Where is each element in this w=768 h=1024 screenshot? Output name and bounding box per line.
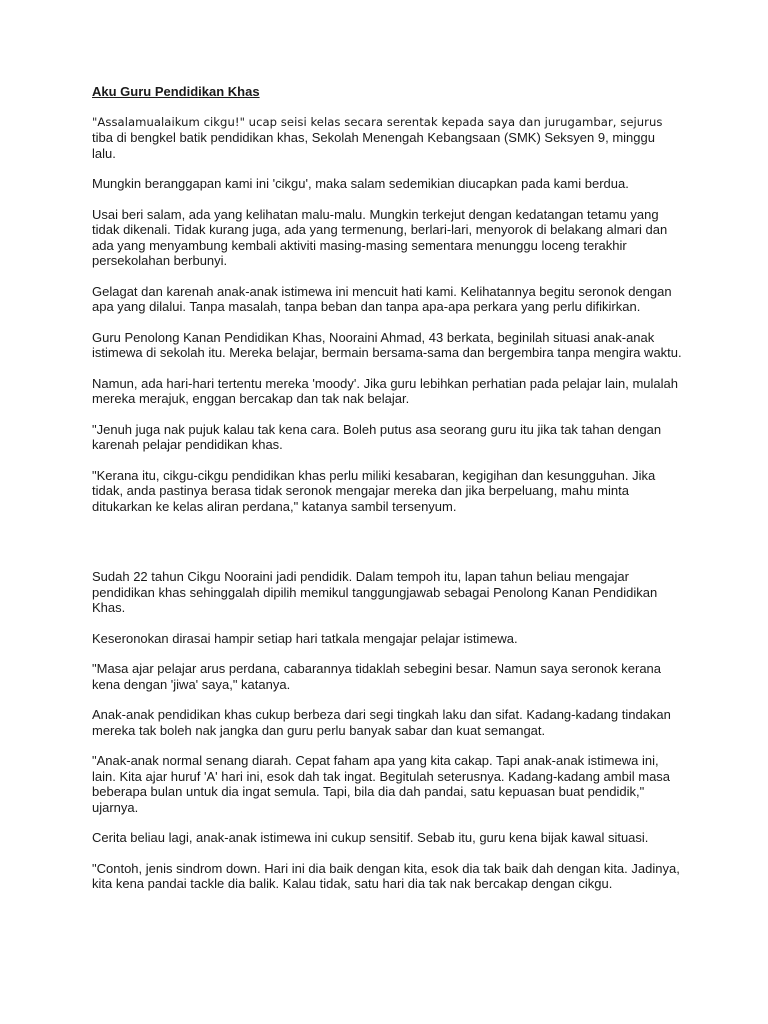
paragraph: Mungkin beranggapan kami ini 'cikgu', maka salam sedemikian diucapkan pada kami berdua.	[92, 176, 629, 191]
paragraph: "Contoh, jenis sindrom down. Hari ini dia baik dengan kita, esok dia tak baik dah dengan kita. Jadinya, kita kena pandai tackle dia balik. Kalau tidak, satu hari dia tak nak bercakap dengan cikgu.	[92, 860, 680, 891]
article-body-part2	[92, 569, 682, 892]
paragraph: Sudah 22 tahun Cikgu Nooraini jadi pendidik. Dalam tempoh itu, lapan tahun beliau mengajar pendidikan khas sehinggalah dipilih memikul tanggungjawab sebagai Penolong Kanan Pendidikan Khas.	[92, 569, 658, 615]
paragraph: "Kerana itu, cikgu-cikgu pendidikan khas perlu miliki kesabaran, kegigihan dan kesungguhan. Jika tidak, anda pastinya berasa tidak seronok mengajar mereka dan jika berpeluang, mahu minta ditukarkan ke kelas aliran perdana," katanya sambil tersenyum.	[92, 467, 656, 514]
paragraph: Guru Penolong Kanan Pendidikan Khas, Nooraini Ahmad, 43 berkata, beginilah situasi anak-anak istimewa di sekolah itu. Mereka belajar, bermain bersama-sama dan bergembira tanpa mengira waktu.	[92, 329, 682, 360]
paragraph: Anak-anak pendidikan khas cukup berbeza dari segi tingkah laku dan sifat. Kadang-kadang tindakan mereka tak boleh nak jangka dan guru perlu banyak sabar dan kuat semangat.	[92, 707, 671, 738]
paragraph: "Masa ajar pelajar arus perdana, cabarannya tidaklah sebegini besar. Namun saya seronok kerana kena dengan 'jiwa' saya," katanya.	[92, 661, 662, 692]
article-body-part1	[92, 176, 682, 514]
paragraph: Cerita beliau lagi, anak-anak istimewa ini cukup sensitif. Sebab itu, guru kena bijak kawal situasi.	[92, 830, 649, 845]
intro-rest: tiba di bengkel batik pendidikan khas, Sekolah Menengah Kebangsaan (SMK) Seksyen 9, minggu lalu.	[92, 130, 655, 161]
paragraph: Usai beri salam, ada yang kelihatan malu-malu. Mungkin terkejut dengan kedatangan tetamu yang tidak dikenali. Tidak kurang juga, ada yang termenung, berlari-lari, menyorok di belakang almari dan ada yang menyambung kembali aktiviti masing-masing sementara menunggu loceng terakhir persekolahan berbunyi.	[92, 206, 668, 268]
document-title: Aku Guru Pendidikan Khas	[92, 84, 260, 99]
intro-paragraph	[92, 114, 682, 162]
paragraph: "Anak-anak normal senang diarah. Cepat faham apa yang kita cakap. Tapi anak-anak istimewa ini, lain. Kita ajar huruf 'A' hari ini, esok dah tak ingat. Begitulah seterusnya. Kadang-kadang ambil masa beberapa bulan untuk dia ingat semula. Tapi, bila dia dah pandai, satu kepuasan buat pendidik," ujarnya.	[92, 753, 671, 815]
paragraph: Keseronokan dirasai hampir setiap hari tatkala mengajar pelajar istimewa.	[92, 630, 518, 646]
paragraph: Namun, ada hari-hari tertentu mereka 'moody'. Jika guru lebihkan perhatian pada pelajar lain, mulalah mereka merajuk, enggan bercakap dan tak nak belajar.	[92, 375, 678, 406]
document-page	[92, 84, 682, 907]
intro-first-line: "Assalamualaikum cikgu!" ucap seisi kelas secara serentak kepada saya dan jurugambar, sejurus	[92, 114, 663, 129]
paragraph: Gelagat dan karenah anak-anak istimewa ini mencuit hati kami. Kelihatannya begitu seronok dengan apa yang dilalui. Tanpa masalah, tanpa beban dan tanpa apa-apa perkara yang perlu difikirkan.	[92, 283, 672, 314]
section-spacer	[92, 529, 682, 569]
paragraph: "Jenuh juga nak pujuk kalau tak kena cara. Boleh putus asa seorang guru itu jika tak tahan dengan karenah pelajar pendidikan khas.	[92, 421, 662, 452]
